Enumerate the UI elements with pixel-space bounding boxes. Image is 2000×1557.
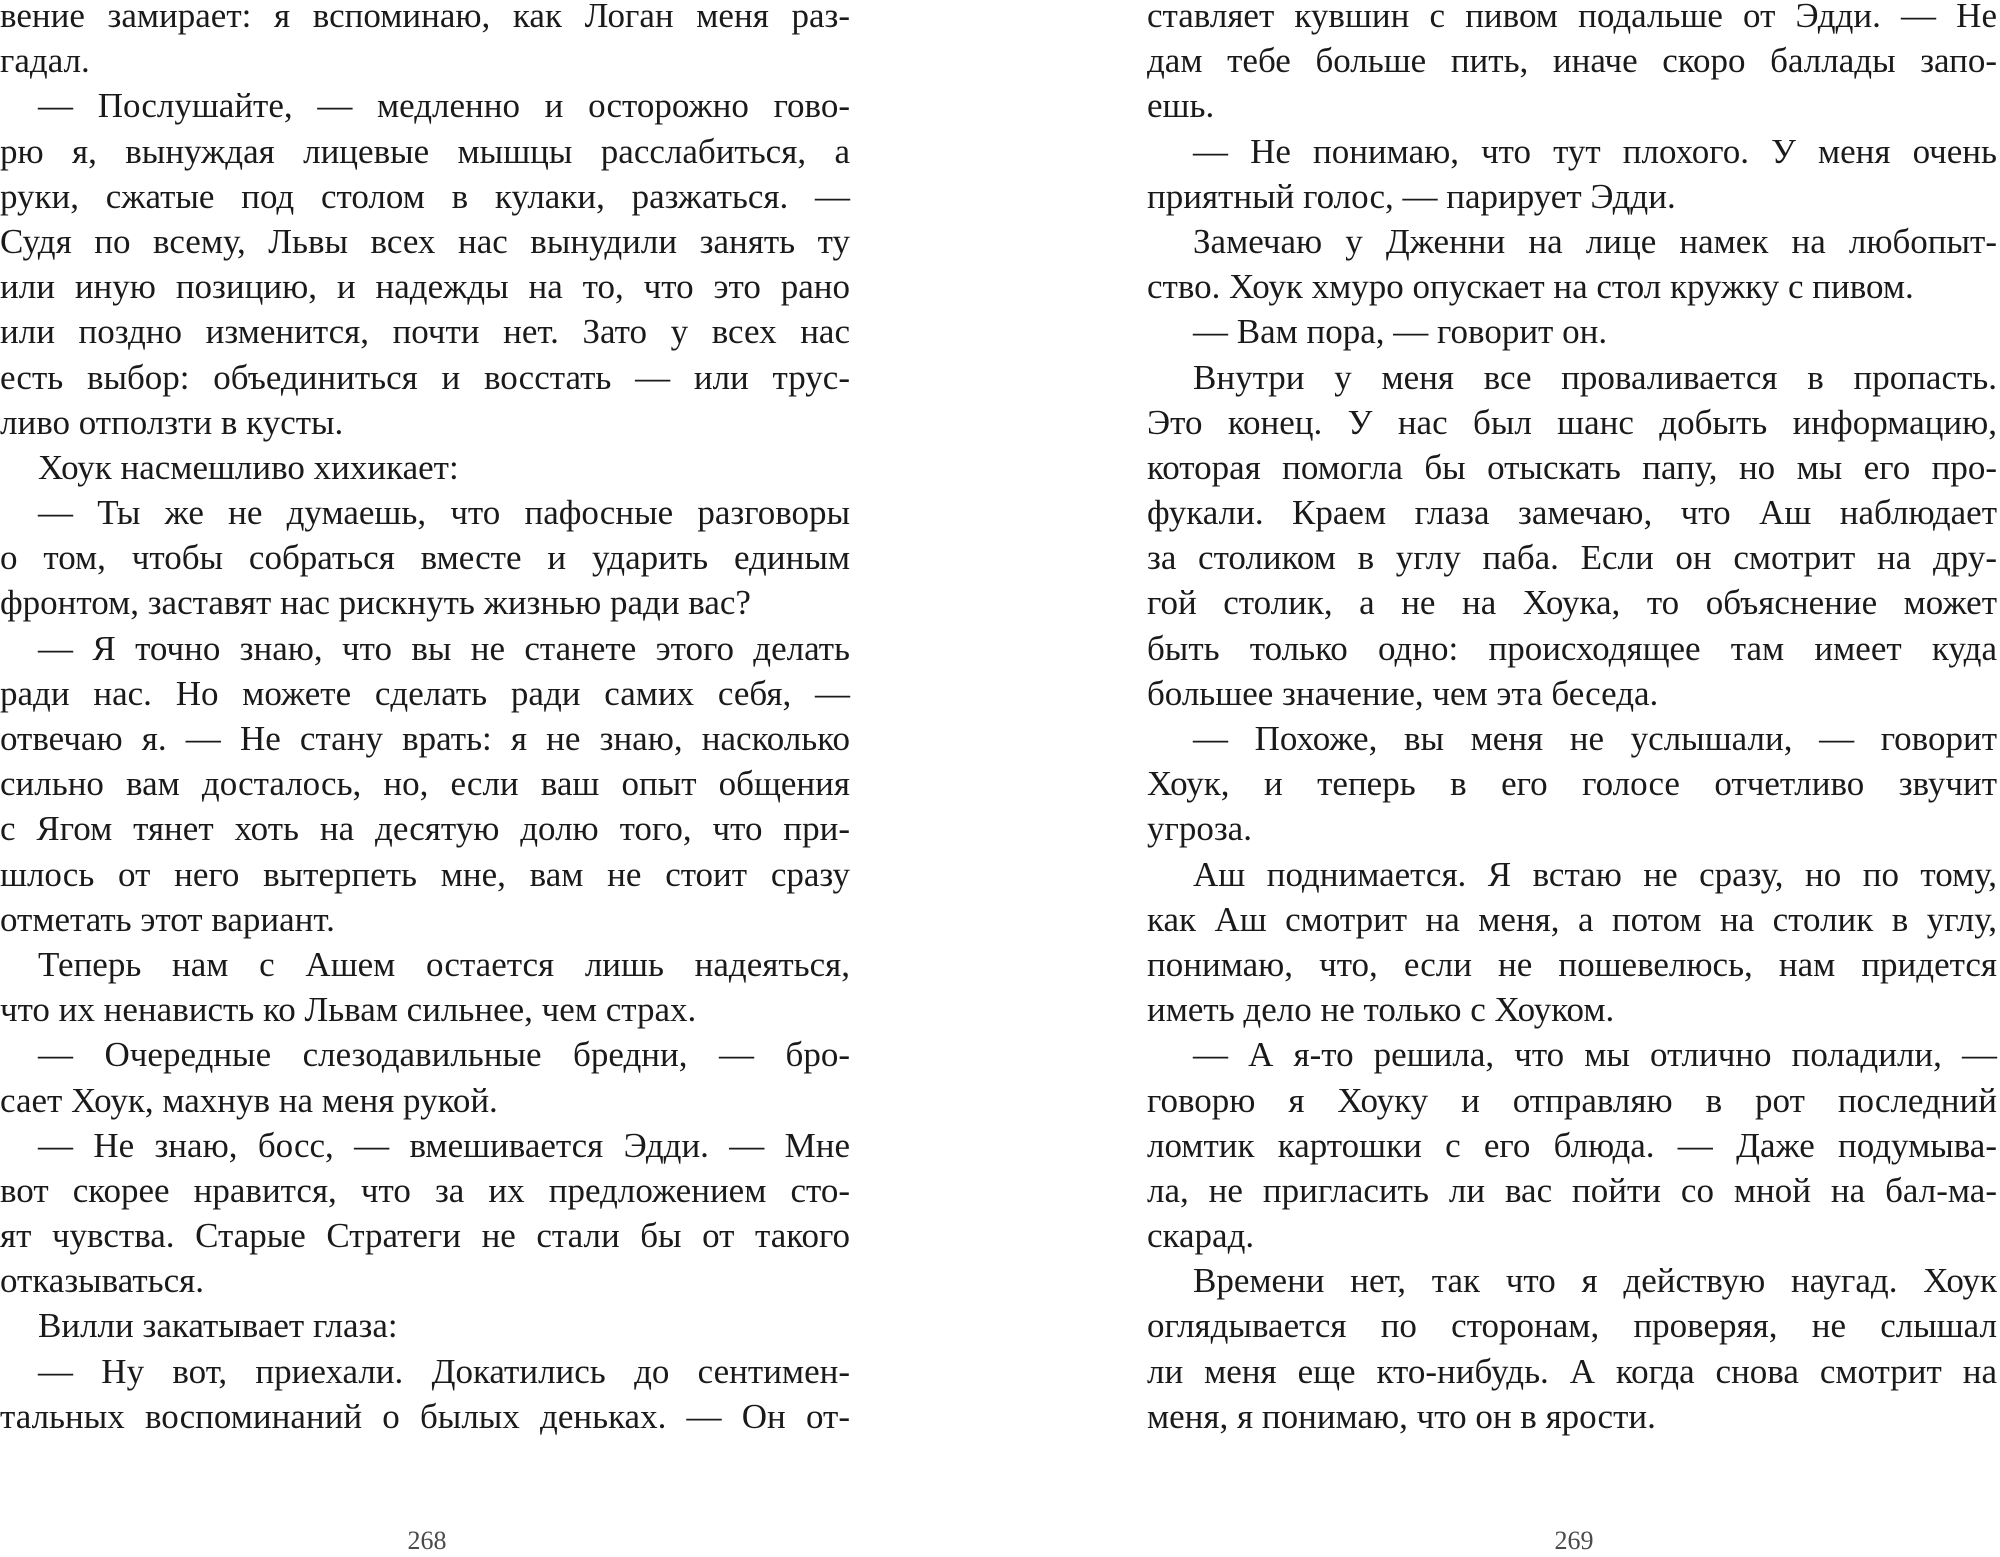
text-column bbox=[0, 0, 850, 1439]
page-number: 269 bbox=[1554, 1526, 1594, 1555]
text-line: — А я-то решила, что мы отлично поладили, — bbox=[1193, 1035, 1997, 1075]
text-line: говорю я Хоуку и отправляю в рот последний bbox=[1147, 1080, 1997, 1120]
text-line: — Не понимаю, что тут плохого. У меня очень bbox=[1193, 131, 1997, 171]
text-line: Судя по всему, Львы всех нас вынудили занять ту bbox=[0, 221, 850, 261]
paragraph bbox=[1147, 309, 1997, 354]
text-line: рю я, вынуждая лицевые мышцы расслабиться, а bbox=[0, 131, 850, 171]
page-number: 268 bbox=[407, 1526, 447, 1555]
paragraph bbox=[1147, 355, 1997, 717]
paragraph bbox=[0, 1349, 850, 1439]
paragraph bbox=[0, 445, 850, 490]
paragraph bbox=[1147, 852, 1997, 1033]
text-line: ли меня еще кто-нибудь. А когда снова смотрит на bbox=[1147, 1351, 1997, 1391]
text-column bbox=[1147, 0, 1997, 1439]
text-line: или иную позицию, и надежды на то, что это рано bbox=[0, 267, 850, 307]
text-line: фронтом, заставят нас рискнуть жизнью ради вас? bbox=[0, 583, 751, 623]
text-line: — Послушайте, — медленно и осторожно гово- bbox=[38, 86, 850, 126]
text-line: шлось от него вытерпеть мне, вам не стоит сразу bbox=[0, 854, 850, 894]
text-line: ла, не пригласить ли вас пойти со мной на бал-ма- bbox=[1147, 1170, 1997, 1210]
text-line: сильно вам досталось, но, если ваш опыт общения bbox=[0, 764, 850, 804]
text-line: — Ну вот, приехали. Докатились до сентимен- bbox=[38, 1351, 850, 1391]
text-line: гадал. bbox=[0, 41, 90, 81]
text-line: что их ненависть ко Львам сильнее, чем страх. bbox=[0, 990, 697, 1030]
text-line: ят чувства. Старые Стратеги не стали бы от такого bbox=[0, 1216, 850, 1256]
text-line: Хоук насмешливо хихикает: bbox=[38, 447, 459, 487]
text-line: скарад. bbox=[1147, 1216, 1255, 1256]
text-line: ставляет кувшин с пивом подальше от Эдди. — Не bbox=[1147, 0, 1997, 35]
text-line: ешь. bbox=[1147, 86, 1215, 126]
text-line: фукали. Краем глаза замечаю, что Аш наблюдает bbox=[1147, 493, 1997, 533]
text-line: — Ты же не думаешь, что пафосные разговоры bbox=[38, 493, 850, 533]
text-line: отвечаю я. — Не стану врать: я не знаю, насколько bbox=[0, 719, 850, 758]
paragraph bbox=[1147, 716, 1997, 852]
text-line: Это конец. У нас был шанс добыть информацию, bbox=[1147, 402, 1997, 442]
text-line: Аш поднимается. Я встаю не сразу, но по тому, bbox=[1193, 854, 1997, 894]
text-line: Замечаю у Дженни на лице намек на любопыт- bbox=[1193, 221, 1997, 261]
text-line: угроза. bbox=[1147, 809, 1252, 849]
text-line: — Похоже, вы меня не услышали, — говорит bbox=[1193, 719, 1997, 758]
text-line: — Очередные слезодавильные бредни, — бро- bbox=[38, 1035, 850, 1075]
paragraph bbox=[0, 0, 850, 83]
text-line: — Я точно знаю, что вы не станете этого делать bbox=[38, 628, 850, 668]
text-line: тальных воспоминаний о былых деньках. — Он от- bbox=[0, 1396, 850, 1436]
text-line: за столиком в углу паба. Если он смотрит на дру- bbox=[1147, 538, 1997, 578]
text-line: гой столик, а не на Хоука, то объяснение может bbox=[1147, 583, 1997, 623]
paragraph bbox=[1147, 129, 1997, 219]
text-line: Теперь нам с Ашем остается лишь надеяться, bbox=[38, 944, 850, 984]
text-line: Внутри у меня все проваливается в пропасть. bbox=[1193, 357, 1997, 397]
paragraph bbox=[0, 83, 850, 445]
text-line: понимаю, что, если не пошевелюсь, нам придется bbox=[1147, 944, 1997, 984]
text-line: Вилли закатывает глаза: bbox=[38, 1306, 398, 1346]
paragraph bbox=[1147, 1032, 1997, 1258]
paragraph bbox=[0, 626, 850, 942]
text-line: — Вам пора, — говорит он. bbox=[1193, 312, 1608, 352]
text-line: о том, чтобы собраться вместе и ударить единым bbox=[0, 538, 850, 578]
text-line: отметать этот вариант. bbox=[0, 899, 335, 939]
text-line: ломтик картошки с его блюда. — Даже подумыва- bbox=[1147, 1125, 1997, 1165]
paragraph bbox=[1147, 0, 1997, 129]
text-line: с Ягом тянет хоть на десятую долю того, что при- bbox=[0, 809, 850, 849]
text-line: — Не знаю, босс, — вмешивается Эдди. — Мне bbox=[38, 1125, 850, 1165]
paragraph bbox=[0, 1303, 850, 1348]
text-line: быть только одно: происходящее там имеет куда bbox=[1147, 628, 1997, 668]
right-page bbox=[1147, 0, 2000, 1555]
text-line: иметь дело не только с Хоуком. bbox=[1147, 990, 1615, 1030]
text-line: сает Хоук, махнув на меня рукой. bbox=[0, 1080, 498, 1120]
text-line: есть выбор: объединиться и восстать — или трус- bbox=[0, 357, 850, 397]
text-line: Хоук, и теперь в его голосе отчетливо звучит bbox=[1147, 764, 1997, 804]
paragraph bbox=[0, 942, 850, 1032]
text-line: отказываться. bbox=[0, 1261, 205, 1301]
paragraph bbox=[0, 490, 850, 626]
paragraph bbox=[1147, 1258, 1997, 1439]
text-line: большее значение, чем эта беседа. bbox=[1147, 673, 1659, 713]
text-line: ради нас. Но можете сделать ради самих себя, — bbox=[0, 673, 850, 713]
text-line: руки, сжатые под столом в кулаки, разжаться. — bbox=[0, 176, 850, 216]
text-line: или поздно изменится, почти нет. Зато у всех нас bbox=[0, 312, 850, 352]
text-line: ливо отползти в кусты. bbox=[0, 402, 344, 442]
text-line: ство. Хоук хмуро опускает на стол кружку с пивом. bbox=[1147, 267, 1914, 307]
paragraph bbox=[0, 1032, 850, 1122]
paragraph bbox=[0, 1123, 850, 1304]
text-line: оглядывается по сторонам, проверяя, не слышал bbox=[1147, 1306, 1997, 1346]
paragraph bbox=[1147, 219, 1997, 309]
left-page bbox=[0, 0, 860, 1555]
text-line: которая помогла бы отыскать папу, но мы его про- bbox=[1147, 447, 1997, 487]
text-line: как Аш смотрит на меня, а потом на столик в углу, bbox=[1147, 899, 1997, 939]
text-line: приятный голос, — парирует Эдди. bbox=[1147, 176, 1676, 216]
text-line: вот скорее нравится, что за их предложением сто- bbox=[0, 1170, 850, 1210]
text-line: вение замирает: я вспоминаю, как Логан меня раз- bbox=[0, 0, 850, 35]
text-line: дам тебе больше пить, иначе скоро баллады запо- bbox=[1147, 41, 1997, 81]
text-line: Времени нет, так что я действую наугад. Хоук bbox=[1193, 1261, 1997, 1301]
text-line: меня, я понимаю, что он в ярости. bbox=[1147, 1396, 1656, 1436]
